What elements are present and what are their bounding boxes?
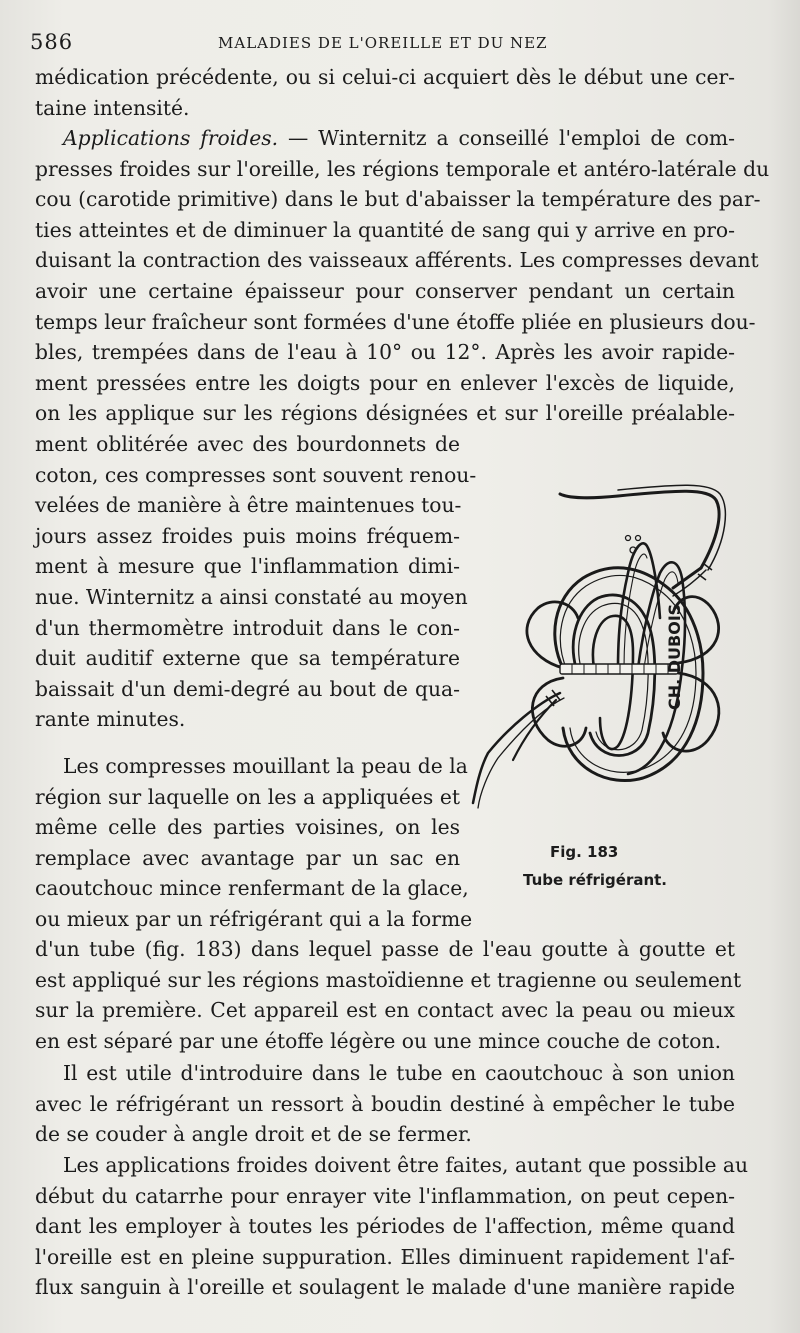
text-line: jours assez froides puis moins fréquem- bbox=[35, 523, 460, 548]
text-line: temps leur fraîcheur sont formées d'une étoffe pliée en plusieurs dou- bbox=[35, 309, 756, 334]
text-line: duit auditif externe que sa température bbox=[35, 646, 460, 671]
paragraph-compresses-continued bbox=[35, 934, 742, 1056]
page-number: 586 bbox=[30, 30, 74, 54]
text-line: Les compresses mouillant la peau de la bbox=[63, 754, 468, 778]
text-line: coton, ces compresses sont souvent renou- bbox=[35, 462, 477, 487]
text-line: remplace avec avantage par un sac en bbox=[35, 845, 460, 870]
paragraph-applications-timing bbox=[35, 1150, 749, 1303]
figure-caption: Tube réfrigérant. bbox=[523, 871, 668, 889]
text-line: Il est utile d'introduire dans le tube en caoutchouc à son union bbox=[63, 1061, 735, 1085]
text-line: rante minutes. bbox=[35, 707, 186, 732]
text-line: région sur laquelle on les a appliquées et bbox=[35, 784, 460, 809]
text-line: cou (carotide primitive) dans le but d'abaisser la température des par- bbox=[35, 187, 761, 212]
text-line: de se couder à angle droit et de se fermer. bbox=[35, 1122, 472, 1147]
text-line: sur la première. Cet appareil est en contact avec la peau ou mieux bbox=[35, 998, 735, 1023]
section-heading: Applications froides. bbox=[63, 126, 279, 150]
text-line: bles, trempées dans de l'eau à 10° ou 12°. Après les avoir rapide- bbox=[35, 340, 735, 365]
text-line: même celle des parties voisines, on les bbox=[35, 815, 460, 840]
text-line: dant les employer à toutes les périodes de l'affection, même quand bbox=[35, 1214, 735, 1239]
text-line: est appliqué sur les régions mastoïdienne et tragienne ou seulement bbox=[35, 967, 742, 992]
text-line: flux sanguin à l'oreille et soulagent le malade d'une manière rapide bbox=[35, 1275, 735, 1300]
text-line: ties atteintes et de diminuer la quantité de sang qui y arrive en pro- bbox=[35, 217, 735, 242]
text-line: Les applications froides doivent être faites, autant que possible au bbox=[63, 1153, 749, 1177]
text-line: caoutchouc mince renfermant de la glace, bbox=[35, 876, 469, 901]
running-title: MALADIES DE L'OREILLE ET DU NEZ bbox=[218, 34, 548, 52]
text-line: ment pressées entre les doigts pour en enlever l'excès de liquide, bbox=[35, 370, 735, 395]
text-line: baissait d'un demi-degré au bout de qua- bbox=[35, 676, 460, 701]
text-line: avec le réfrigérant un ressort à boudin destiné à empêcher le tube bbox=[35, 1091, 735, 1116]
figure-number: Fig. 183 bbox=[550, 843, 619, 861]
paragraph-applications-froides bbox=[35, 123, 770, 429]
text-line: médication précédente, ou si celui-ci acquiert dès le début une cer- bbox=[35, 65, 735, 89]
text-line: Applications froides. — Winternitz a conseillé l'emploi de com- bbox=[63, 126, 735, 150]
text-line: en est séparé par une étoffe légère ou une mince couche de coton. bbox=[35, 1028, 722, 1053]
maker-mark: CH. DUBOIS bbox=[665, 603, 684, 710]
text-line: duisant la contraction des vaisseaux afférents. Les compresses devant bbox=[35, 248, 759, 273]
paragraph-ressort bbox=[35, 1058, 735, 1150]
figure-tube-refrigerant bbox=[468, 478, 748, 838]
text-line: d'un thermomètre introduit dans le con- bbox=[35, 615, 460, 640]
page-header bbox=[30, 30, 730, 60]
text-line: avoir une certaine épaisseur pour conserver pendant un certain bbox=[35, 278, 735, 303]
text-line: nue. Winternitz a ainsi constaté au moyen bbox=[35, 584, 468, 609]
tube-illustration bbox=[468, 478, 748, 838]
text-line: début du catarrhe pour enrayer vite l'inflammation, on peut cepen- bbox=[35, 1183, 735, 1208]
text-line: l'oreille est en pleine suppuration. Elles diminuent rapidement l'af- bbox=[35, 1244, 735, 1269]
text-line: ment à mesure que l'inflammation dimi- bbox=[35, 554, 460, 579]
text-line: d'un tube (fig. 183) dans lequel passe de l'eau goutte à goutte et bbox=[35, 937, 735, 961]
text-line: on les applique sur les régions désignées et sur l'oreille préalable- bbox=[35, 401, 735, 426]
text-line: taine intensité. bbox=[35, 95, 190, 120]
paragraph-continuation bbox=[35, 62, 735, 123]
text-line: ment oblitérée avec des bourdonnets de bbox=[35, 432, 460, 456]
text-line: velées de manière à être maintenues tou- bbox=[35, 493, 462, 518]
text-line: ou mieux par un réfrigérant qui a la forme bbox=[35, 906, 473, 931]
text-line: presses froides sur l'oreille, les régions temporale et antéro-latérale du bbox=[35, 156, 770, 181]
